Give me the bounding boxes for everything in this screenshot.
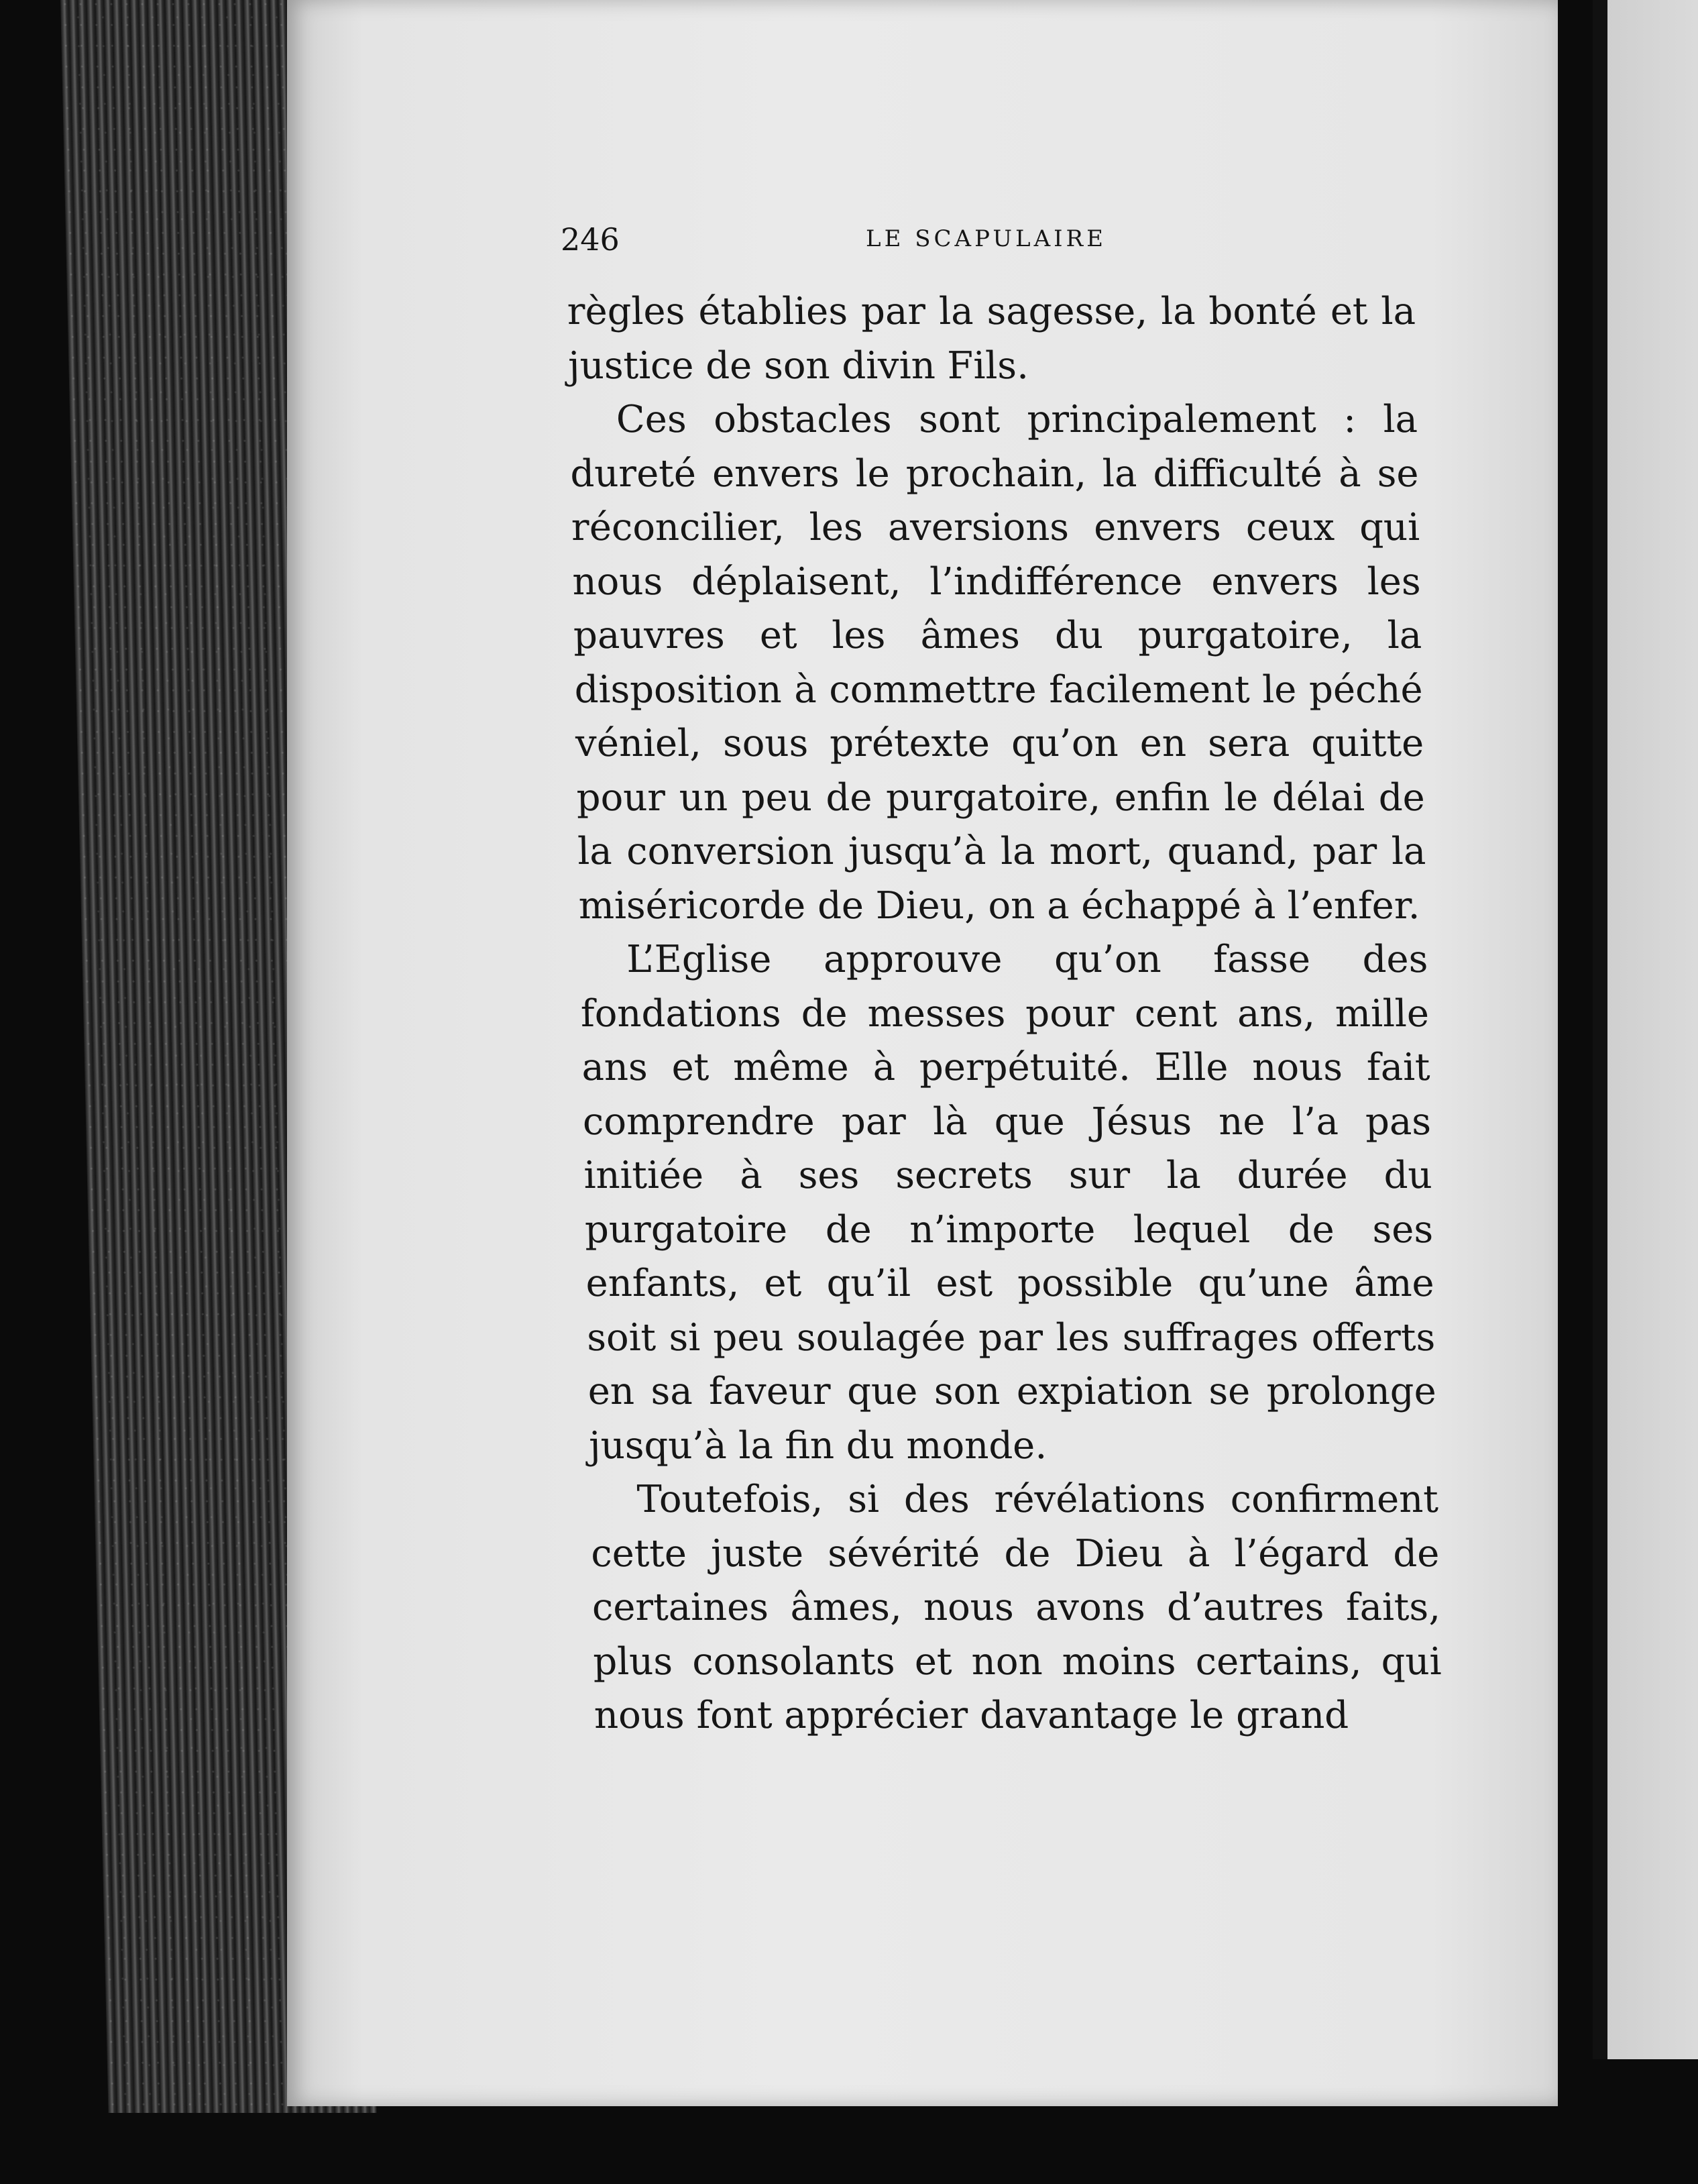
running-head: [561, 221, 1111, 262]
paragraph: Ces obstacles sont principalement : la dureté envers le prochain, la difficulté à se réconcilier, les aversions envers ceux qui nous déplaisent, l’indifférence envers les pauvres et les âmes du purgatoire, la disposition à commettre facilement le péché véniel, sous prétexte qu’on en sera quitte pour un peu de purgatoire, enfin le délai de la conversion jusqu’à la mort, quand, par la miséricorde de Dieu, on a échappé à l’enfer.: [569, 398, 1426, 928]
paragraph: L’Eglise approuve qu’on fasse des fondations de messes pour cent ans, mille ans et même à perpétuité. Elle nous fait comprendre par là que Jésus ne l’a pas initiée à ses secrets sur la durée du purgatoire de n’importe lequel de ses enfants, et qu’il est possible qu’une âme soit si peu soulagée par les suffrages offerts en sa faveur que son expiation se prolonge jusqu’à la fin du monde.: [580, 938, 1437, 1468]
running-title: LE SCAPULAIRE: [866, 225, 1107, 252]
page-number: 246: [561, 221, 620, 258]
body-text: [567, 285, 1443, 1743]
facing-page-edge: [1593, 0, 1698, 2059]
paragraph: Toutefois, si des révélations confirment cette juste sévérité de Dieu à l’égard de certaines âmes, nous avons d’autres faits, plus consolants et non moins certains, qui nous font apprécier davantage le grand: [590, 1478, 1442, 1737]
paragraph-continued: règles établies par la sagesse, la bonté et la justice de son divin Fils.: [567, 290, 1416, 388]
